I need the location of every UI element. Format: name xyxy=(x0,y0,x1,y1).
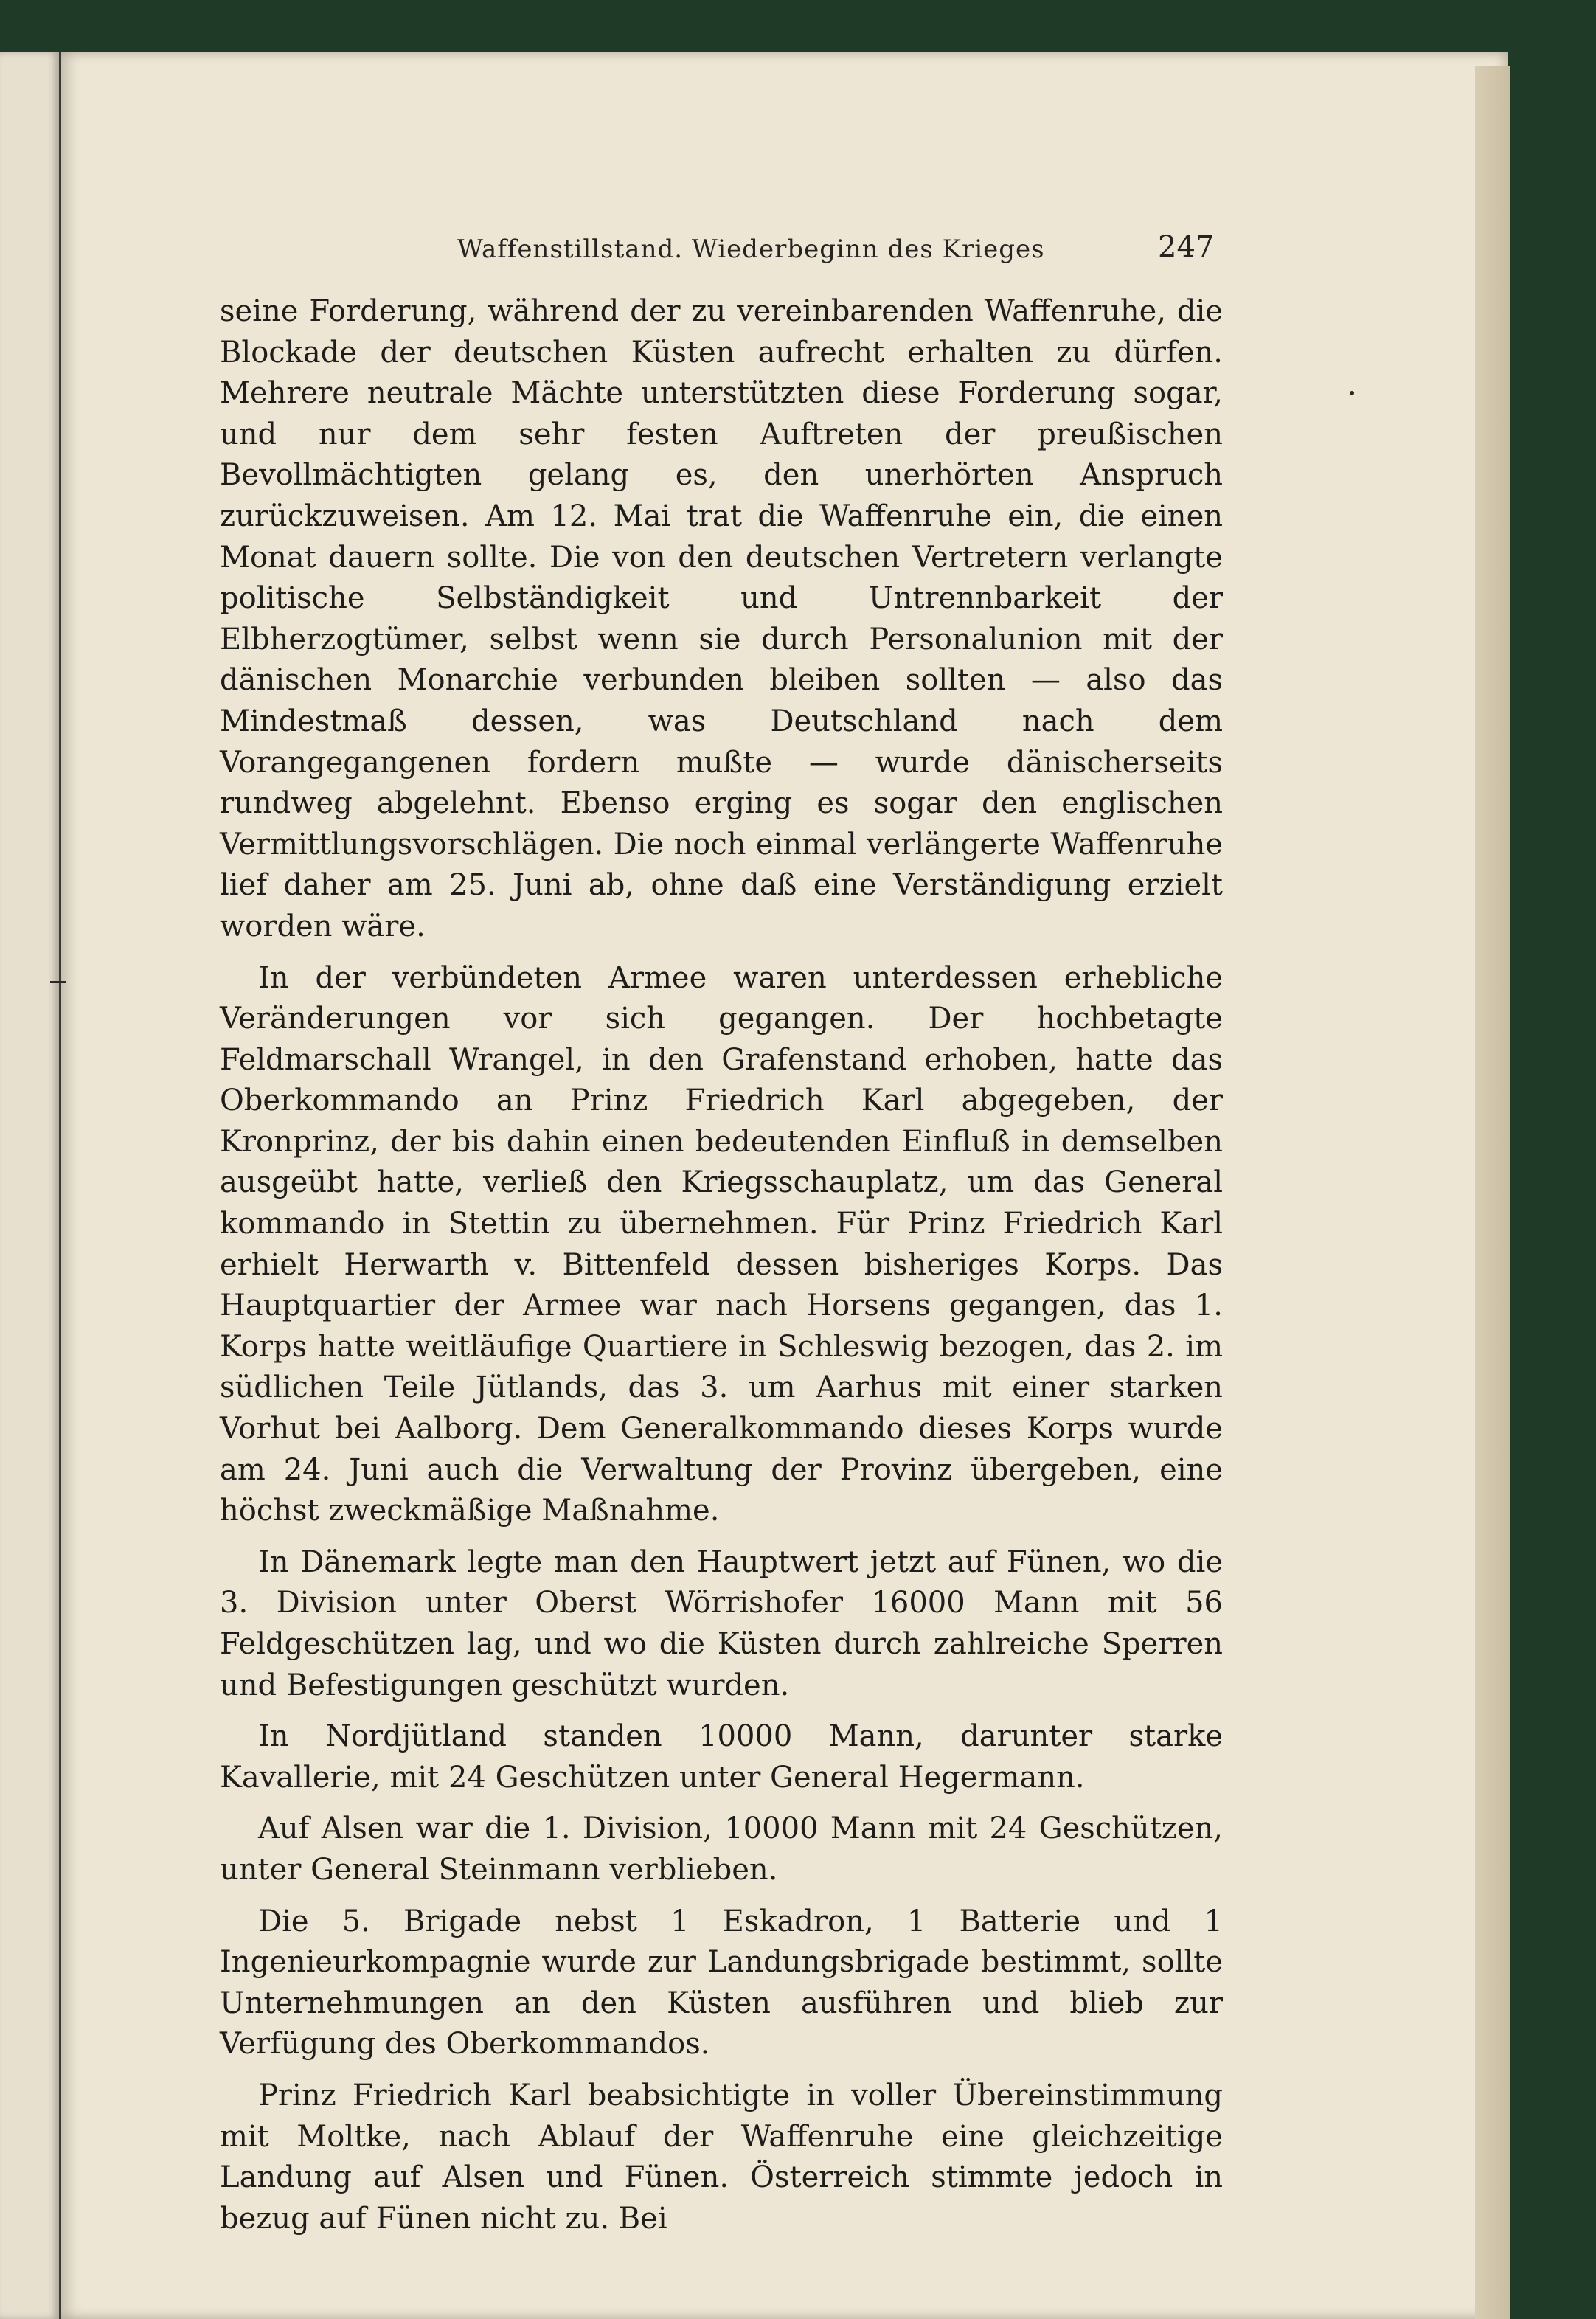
left-page-edge xyxy=(0,52,59,2319)
body-text xyxy=(220,291,1223,2250)
paragraph: Die 5. Brigade nebst 1 Eskadron, 1 Batterie und 1 Ingenieurkompagnie wurde zur Landungsbrigade bestimmt, sollte Unternehmungen an den Küsten ausführen und blieb zur Verfügung des Oberkommandos. xyxy=(220,1904,1223,2062)
paragraph: In Nordjütland standen 10000 Mann, darunter starke Kavallerie, mit 24 Geschützen unter General Hegermann. xyxy=(220,1719,1223,1795)
paragraph: In der verbündeten Armee waren unterdessen erhebliche Veränderungen vor sich gegangen. Der hochbetagte Feldmarschall Wrangel, in den Grafenstand erhoben, hatte das Oberkommando an Prinz Friedrich Karl abgegeben, der Kronprinz, der bis dahin einen bedeutenden Einfluß in demselben ausgeübt hatte, verließ den Kriegsschauplatz, um das General kommando in Stettin zu übernehmen. Für Prinz Friedrich Karl erhielt Herwarth v. Bittenfeld dessen bisheriges Korps. Das Hauptquartier der Armee war nach Horsens gegangen, das 1. Korps hatte weitläufige Quartiere in Schleswig bezogen, das 2. im südlichen Teile Jütlands, das 3. um Aarhus mit einer starken Vorhut bei Aalborg. Dem Generalkommando dieses Korps wurde am 24. Juni auch die Verwaltung der Provinz übergeben, eine höchst zweckmäßige Maßnahme. xyxy=(220,960,1223,1528)
book-gutter xyxy=(59,52,61,2319)
paragraph: Auf Alsen war die 1. Division, 10000 Mann mit 24 Geschützen, unter General Steinmann verblieben. xyxy=(220,1812,1223,1887)
running-header: Waffenstillstand. Wiederbeginn des Krieges xyxy=(457,235,1045,264)
margin-tick xyxy=(50,981,66,983)
margin-dot xyxy=(1350,391,1354,395)
page-stack-edge xyxy=(1475,66,1510,2319)
page-number: 247 xyxy=(1158,230,1215,264)
paragraph: seine Forderung, während der zu vereinbarenden Waffenruhe, die Blockade der deutschen Küsten aufrecht erhalten zu dürfen. Mehrere neutrale Mächte unterstützten diese Forderung sogar, und nur dem sehr festen Auftreten der preußischen Bevollmächtigten gelang es, den unerhörten Anspruch zurückzuweisen. Am 12. Mai trat die Waffenruhe ein, die einen Monat dauern sollte. Die von den deutschen Vertretern verlangte politische Selbständigkeit und Untrennbarkeit der Elbherzogtümer, selbst wenn sie durch Personalunion mit der dänischen Monarchie verbunden bleiben sollten — also das Mindestmaß dessen, was Deutschland nach dem Vorangegangenen fordern mußte — wurde dänischerseits rundweg abgelehnt. Ebenso erging es sogar den englischen Vermittlungsvorschlägen. Die noch einmal verlängerte Waffenruhe lief daher am 25. Juni ab, ohne daß eine Verständigung erzielt worden wäre. xyxy=(220,294,1223,943)
paragraph: In Dänemark legte man den Hauptwert jetzt auf Fünen, wo die 3. Division unter Oberst Wörrishofer 16000 Mann mit 56 Feldgeschützen lag, und wo die Küsten durch zahlreiche Sperren und Befestigungen geschützt wurden. xyxy=(220,1545,1223,1702)
paragraph: Prinz Friedrich Karl beabsichtigte in voller Übereinstimmung mit Moltke, nach Ablauf der Waffenruhe eine gleichzeitige Landung auf Alsen und Fünen. Österreich stimmte jedoch in bezug auf Fünen nicht zu. Bei xyxy=(220,2078,1223,2236)
